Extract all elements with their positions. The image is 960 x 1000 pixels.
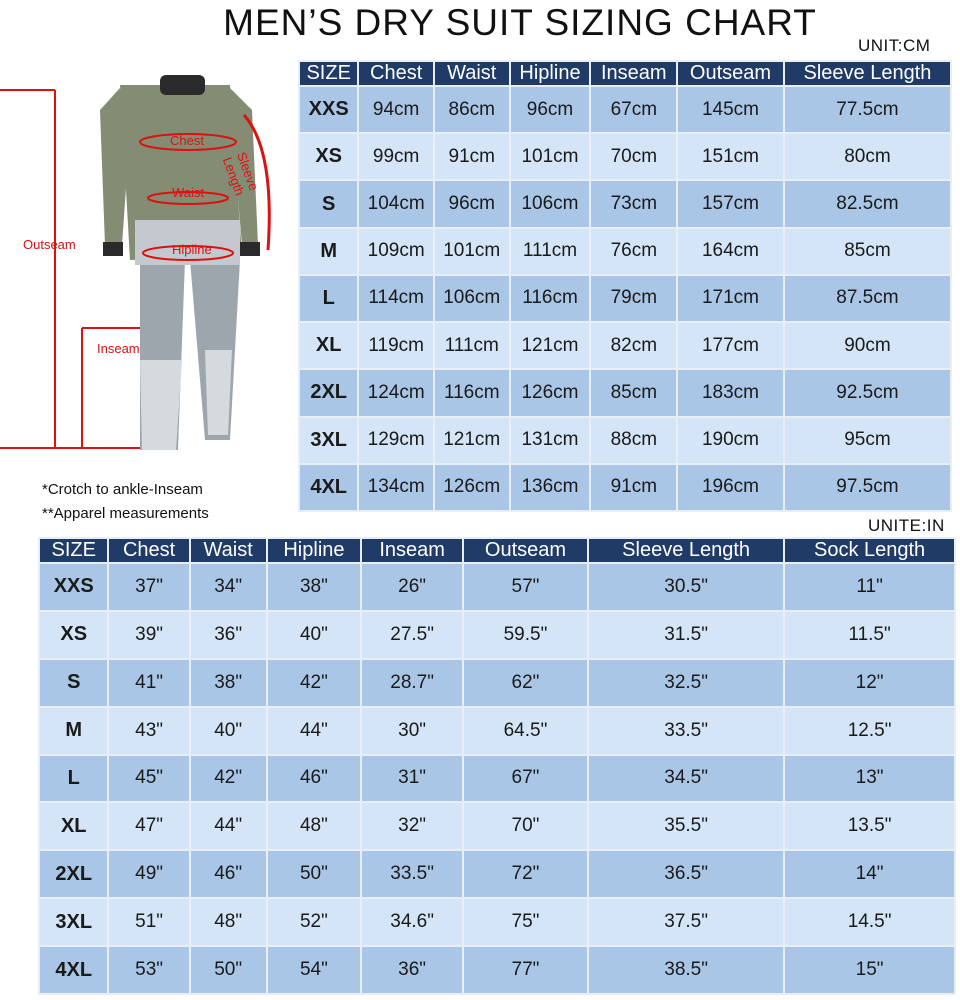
- table-row: [300, 87, 950, 132]
- value-cell: 62": [464, 660, 587, 706]
- value-cell: 51": [109, 899, 188, 945]
- value-cell: 164cm: [678, 229, 783, 274]
- value-cell: 15": [785, 947, 954, 993]
- value-cell: 34": [191, 564, 266, 610]
- size-cell: 3XL: [40, 899, 107, 945]
- value-cell: 36": [191, 612, 266, 658]
- size-table-in: [38, 537, 956, 995]
- value-cell: 76cm: [591, 229, 676, 274]
- size-cell: 4XL: [300, 465, 357, 510]
- value-cell: 121cm: [511, 323, 590, 368]
- value-cell: 92.5cm: [785, 370, 950, 415]
- value-cell: 53": [109, 947, 188, 993]
- value-cell: 91cm: [591, 465, 676, 510]
- value-cell: 136cm: [511, 465, 590, 510]
- value-cell: 54": [268, 947, 361, 993]
- value-cell: 48": [268, 803, 361, 849]
- value-cell: 99cm: [359, 134, 433, 179]
- chest-label: Chest: [170, 133, 204, 148]
- value-cell: 183cm: [678, 370, 783, 415]
- dry-suit-figure: [0, 70, 300, 470]
- value-cell: 96cm: [511, 87, 590, 132]
- value-cell: 12.5": [785, 708, 954, 754]
- value-cell: 119cm: [359, 323, 433, 368]
- header-cell: Hipline: [511, 62, 590, 85]
- value-cell: 126cm: [511, 370, 590, 415]
- value-cell: 33.5": [362, 851, 462, 897]
- header-cell: Sleeve Length: [785, 62, 950, 85]
- value-cell: 52": [268, 899, 361, 945]
- table-row: [300, 276, 950, 321]
- value-cell: 95cm: [785, 418, 950, 463]
- value-cell: 171cm: [678, 276, 783, 321]
- size-cell: S: [300, 181, 357, 226]
- table-body-in: [40, 564, 954, 993]
- value-cell: 126cm: [435, 465, 509, 510]
- value-cell: 121cm: [435, 418, 509, 463]
- value-cell: 50": [191, 947, 266, 993]
- value-cell: 30": [362, 708, 462, 754]
- value-cell: 101cm: [435, 229, 509, 274]
- table-row: [40, 660, 954, 706]
- value-cell: 86cm: [435, 87, 509, 132]
- value-cell: 79cm: [591, 276, 676, 321]
- value-cell: 38": [191, 660, 266, 706]
- value-cell: 106cm: [511, 181, 590, 226]
- value-cell: 88cm: [591, 418, 676, 463]
- value-cell: 37": [109, 564, 188, 610]
- value-cell: 85cm: [785, 229, 950, 274]
- value-cell: 11.5": [785, 612, 954, 658]
- value-cell: 97.5cm: [785, 465, 950, 510]
- value-cell: 114cm: [359, 276, 433, 321]
- value-cell: 38.5": [589, 947, 783, 993]
- size-table-cm: [298, 60, 952, 512]
- table-row: [300, 229, 950, 274]
- header-cell: SIZE: [40, 539, 107, 562]
- header-cell: Sleeve Length: [589, 539, 783, 562]
- value-cell: 177cm: [678, 323, 783, 368]
- value-cell: 28.7": [362, 660, 462, 706]
- value-cell: 94cm: [359, 87, 433, 132]
- value-cell: 27.5": [362, 612, 462, 658]
- value-cell: 45": [109, 756, 188, 802]
- note-apparel: **Apparel measurements: [42, 505, 209, 522]
- value-cell: 48": [191, 899, 266, 945]
- value-cell: 14.5": [785, 899, 954, 945]
- table-row: [40, 756, 954, 802]
- header-cell: Inseam: [591, 62, 676, 85]
- size-cell: S: [40, 660, 107, 706]
- value-cell: 67cm: [591, 87, 676, 132]
- table-header-row: [40, 539, 954, 562]
- value-cell: 46": [191, 851, 266, 897]
- value-cell: 96cm: [435, 181, 509, 226]
- size-cell: 2XL: [300, 370, 357, 415]
- value-cell: 101cm: [511, 134, 590, 179]
- value-cell: 131cm: [511, 418, 590, 463]
- header-cell: Outseam: [678, 62, 783, 85]
- value-cell: 90cm: [785, 323, 950, 368]
- value-cell: 145cm: [678, 87, 783, 132]
- value-cell: 46": [268, 756, 361, 802]
- page-title: MEN’S DRY SUIT SIZING CHART: [223, 2, 817, 43]
- value-cell: 13": [785, 756, 954, 802]
- table-row: [40, 851, 954, 897]
- size-cell: L: [40, 756, 107, 802]
- size-cell: M: [300, 229, 357, 274]
- value-cell: 37.5": [589, 899, 783, 945]
- value-cell: 34.6": [362, 899, 462, 945]
- table-header-row: [300, 62, 950, 85]
- value-cell: 116cm: [435, 370, 509, 415]
- value-cell: 111cm: [435, 323, 509, 368]
- table-row: [40, 899, 954, 945]
- table-row: [40, 708, 954, 754]
- header-cell: Waist: [191, 539, 266, 562]
- value-cell: 41": [109, 660, 188, 706]
- table-row: [40, 612, 954, 658]
- unit-cm-label: UNIT:CM: [858, 36, 931, 55]
- value-cell: 47": [109, 803, 188, 849]
- header-cell: Chest: [359, 62, 433, 85]
- value-cell: 40": [191, 708, 266, 754]
- size-cell: XS: [300, 134, 357, 179]
- inseam-label: Inseam: [97, 341, 140, 356]
- value-cell: 26": [362, 564, 462, 610]
- value-cell: 34.5": [589, 756, 783, 802]
- value-cell: 75": [464, 899, 587, 945]
- header-cell: Outseam: [464, 539, 587, 562]
- value-cell: 72": [464, 851, 587, 897]
- value-cell: 111cm: [511, 229, 590, 274]
- size-cell: XL: [300, 323, 357, 368]
- table-row: [40, 564, 954, 610]
- table-body-cm: [300, 87, 950, 510]
- value-cell: 85cm: [591, 370, 676, 415]
- sleeve-length-label: Sleeve Length: [219, 150, 262, 198]
- value-cell: 42": [268, 660, 361, 706]
- value-cell: 134cm: [359, 465, 433, 510]
- value-cell: 67": [464, 756, 587, 802]
- value-cell: 31": [362, 756, 462, 802]
- value-cell: 14": [785, 851, 954, 897]
- value-cell: 190cm: [678, 418, 783, 463]
- header-cell: SIZE: [300, 62, 357, 85]
- value-cell: 73cm: [591, 181, 676, 226]
- size-cell: M: [40, 708, 107, 754]
- table-row: [40, 803, 954, 849]
- value-cell: 36.5": [589, 851, 783, 897]
- value-cell: 82.5cm: [785, 181, 950, 226]
- value-cell: 30.5": [589, 564, 783, 610]
- header-cell: Hipline: [268, 539, 361, 562]
- value-cell: 70cm: [591, 134, 676, 179]
- outseam-label: Outseam: [23, 237, 76, 252]
- value-cell: 104cm: [359, 181, 433, 226]
- note-inseam: *Crotch to ankle-Inseam: [42, 481, 203, 498]
- size-cell: XXS: [40, 564, 107, 610]
- hipline-label: Hipline: [172, 242, 212, 257]
- value-cell: 12": [785, 660, 954, 706]
- table-row: [300, 181, 950, 226]
- value-cell: 32": [362, 803, 462, 849]
- value-cell: 13.5": [785, 803, 954, 849]
- value-cell: 129cm: [359, 418, 433, 463]
- value-cell: 82cm: [591, 323, 676, 368]
- value-cell: 77.5cm: [785, 87, 950, 132]
- size-cell: 2XL: [40, 851, 107, 897]
- value-cell: 50": [268, 851, 361, 897]
- value-cell: 91cm: [435, 134, 509, 179]
- dry-suit-illustration: [0, 70, 300, 470]
- value-cell: 35.5": [589, 803, 783, 849]
- value-cell: 43": [109, 708, 188, 754]
- measurement-notes: [42, 478, 209, 526]
- header-cell: Sock Length: [785, 539, 954, 562]
- size-cell: XL: [40, 803, 107, 849]
- value-cell: 64.5": [464, 708, 587, 754]
- table-row: [300, 418, 950, 463]
- value-cell: 109cm: [359, 229, 433, 274]
- size-cell: 4XL: [40, 947, 107, 993]
- value-cell: 44": [268, 708, 361, 754]
- value-cell: 32.5": [589, 660, 783, 706]
- table-row: [300, 465, 950, 510]
- value-cell: 33.5": [589, 708, 783, 754]
- value-cell: 38": [268, 564, 361, 610]
- size-cell: XS: [40, 612, 107, 658]
- value-cell: 40": [268, 612, 361, 658]
- size-cell: L: [300, 276, 357, 321]
- value-cell: 70": [464, 803, 587, 849]
- table-row: [300, 370, 950, 415]
- value-cell: 80cm: [785, 134, 950, 179]
- header-cell: Inseam: [362, 539, 462, 562]
- table-row: [300, 134, 950, 179]
- value-cell: 124cm: [359, 370, 433, 415]
- waist-label: Waist: [172, 185, 205, 200]
- value-cell: 11": [785, 564, 954, 610]
- value-cell: 151cm: [678, 134, 783, 179]
- header-cell: Waist: [435, 62, 509, 85]
- value-cell: 116cm: [511, 276, 590, 321]
- value-cell: 42": [191, 756, 266, 802]
- value-cell: 49": [109, 851, 188, 897]
- table-row: [40, 947, 954, 993]
- value-cell: 57": [464, 564, 587, 610]
- value-cell: 59.5": [464, 612, 587, 658]
- size-cell: 3XL: [300, 418, 357, 463]
- unit-in-label: UNITE:IN: [868, 516, 945, 535]
- table-row: [300, 323, 950, 368]
- value-cell: 44": [191, 803, 266, 849]
- value-cell: 87.5cm: [785, 276, 950, 321]
- header-cell: Chest: [109, 539, 188, 562]
- value-cell: 157cm: [678, 181, 783, 226]
- size-cell: XXS: [300, 87, 357, 132]
- value-cell: 196cm: [678, 465, 783, 510]
- value-cell: 39": [109, 612, 188, 658]
- value-cell: 106cm: [435, 276, 509, 321]
- value-cell: 31.5": [589, 612, 783, 658]
- value-cell: 77": [464, 947, 587, 993]
- value-cell: 36": [362, 947, 462, 993]
